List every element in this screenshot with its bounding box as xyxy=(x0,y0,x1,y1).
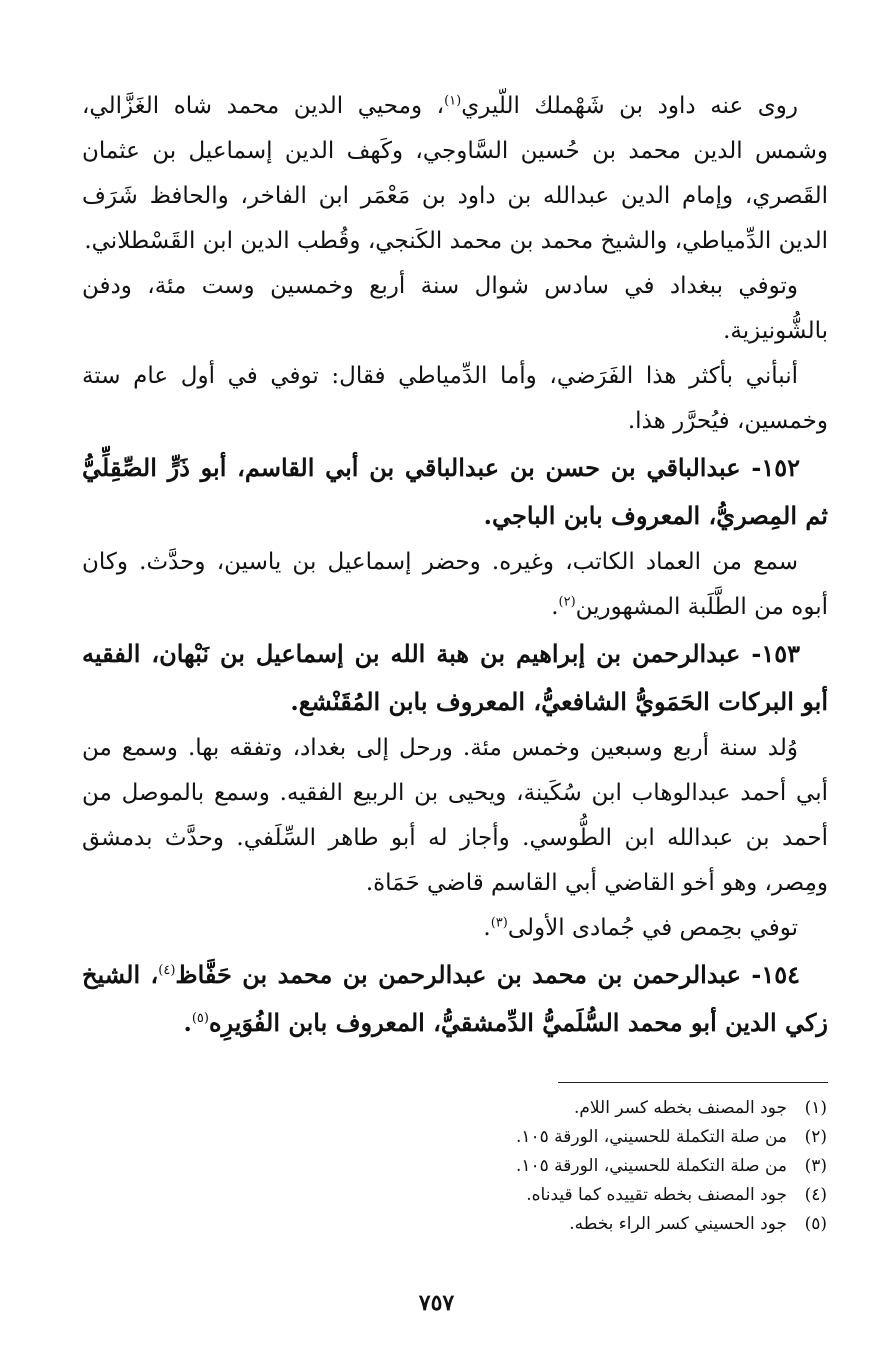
paragraph-text: توفي بحِمص في جُمادى الأولى xyxy=(507,915,798,941)
page-number: ٧٥٧ xyxy=(418,1290,455,1316)
footnote-separator xyxy=(558,1082,828,1083)
page-body xyxy=(82,84,828,1047)
footnote-2 xyxy=(227,1123,827,1152)
paragraph-text: سمع من العماد الكاتب، وغيره. وحضر إسماعيل بن ياسين، وحدَّث. وكان أبوه من الطَّلَبة المشهورين xyxy=(82,549,828,620)
footnote-ref-1[interactable]: (١) xyxy=(444,93,462,109)
entry-text: ، الشيخ زكي الدين أبو محمد السُّلَميُّ الدِّمشقيُّ، المعروف بابن الفُوَيرِه xyxy=(82,960,828,1037)
footnote-1 xyxy=(227,1094,827,1123)
entry-heading-154 xyxy=(82,951,828,1047)
footnote-text: من صلة التكملة للحسيني، الورقة ١٠٥. xyxy=(515,1156,787,1176)
footnote-number: (١) xyxy=(804,1098,827,1118)
entry-heading-153: ١٥٣- عبدالرحمن بن إبراهيم بن هبة الله بن إسماعيل بن نَبْهان، الفقيه أبو البركات الحَمَويُّ الشافعيُّ، المعروف بابن المُقَنْشع. xyxy=(82,639,828,716)
footnote-ref-2[interactable]: (٢) xyxy=(558,594,576,610)
entry-heading-152: ١٥٢- عبدالباقي بن حسن بن عبدالباقي بن أبي القاسم، أبو ذَرٍّ الصِّقِلِّيُّ ثم المِصريُّ، المعروف بابن الباجي. xyxy=(82,453,828,530)
footnote-text: جود المصنف بخطه كسر اللام. xyxy=(573,1098,787,1118)
paragraph-152-body xyxy=(82,540,828,630)
entry-text: ١٥٤- عبدالرحمن بن محمد بن عبدالرحمن بن محمد بن حَفَّاظ xyxy=(175,960,800,989)
paragraph-text: ، ومحيي الدين محمد شاه الغَزَّالي، وشمس الدين محمد بن حُسين السَّاوجي، وكَهف الدين إسماعيل بن عثمان القَصري، وإمام الدين عبدالله بن داود بن مَعْمَر ابن الفاخر، والحافظ شَرَف الدين الدِّمياطي، والشيخ محمد بن محمد الكَنجي، وقُطب الدين ابن القَسْطلاني. xyxy=(82,93,828,254)
footnote-5 xyxy=(227,1210,827,1239)
paragraph-source: أنبأني بأكثر هذا الفَرَضي، وأما الدِّمياطي فقال: توفي في أول عام ستة وخمسين، فيُحرَّر هذا. xyxy=(82,363,828,434)
footnote-number: (٤) xyxy=(804,1185,827,1205)
paragraph-153-death xyxy=(82,906,828,951)
paragraph-narrators xyxy=(82,84,828,264)
footnote-number: (٥) xyxy=(804,1214,827,1234)
footnote-text: جود الحسيني كسر الراء بخطه. xyxy=(569,1214,787,1234)
footnote-ref-4[interactable]: (٤) xyxy=(158,963,176,978)
paragraph-153-body: وُلد سنة أربع وسبعين وخمس مئة. ورحل إلى بغداد، وتفقه بها. وسمع من أبي أحمد عبدالوهاب ابن سُكَينة، ويحيى بن الربيع الفقيه. وسمع بالموصل من أحمد بن عبدالله ابن الطُّوسي. وأجاز له أبو طاهر السِّلَفي. وحدَّث بدمشق ومِصر، وهو أخو القاضي أبي القاسم قاضي حَمَاة. xyxy=(82,735,828,896)
paragraph-text: روى عنه داود بن شَهْملك اللّيري xyxy=(461,93,798,119)
paragraph-end: . xyxy=(551,594,559,620)
paragraph-death: وتوفي ببغداد في سادس شوال سنة أربع وخمسين وست مئة، ودفن بالشُّونيزية. xyxy=(82,273,828,344)
footnote-number: (٢) xyxy=(804,1127,827,1147)
footnote-ref-5[interactable]: (٥) xyxy=(191,1011,209,1026)
footnote-text: جود المصنف بخطه تقييده كما قيدناه. xyxy=(526,1185,787,1205)
entry-end: . xyxy=(183,1008,192,1037)
footnote-4 xyxy=(227,1181,827,1210)
footnotes xyxy=(227,1094,827,1239)
paragraph-end: . xyxy=(483,915,491,941)
footnote-text: من صلة التكملة للحسيني، الورقة ١٠٥. xyxy=(515,1127,787,1147)
footnote-3 xyxy=(227,1152,827,1181)
footnote-ref-3[interactable]: (٣) xyxy=(490,915,508,931)
footnote-number: (٣) xyxy=(804,1156,827,1176)
